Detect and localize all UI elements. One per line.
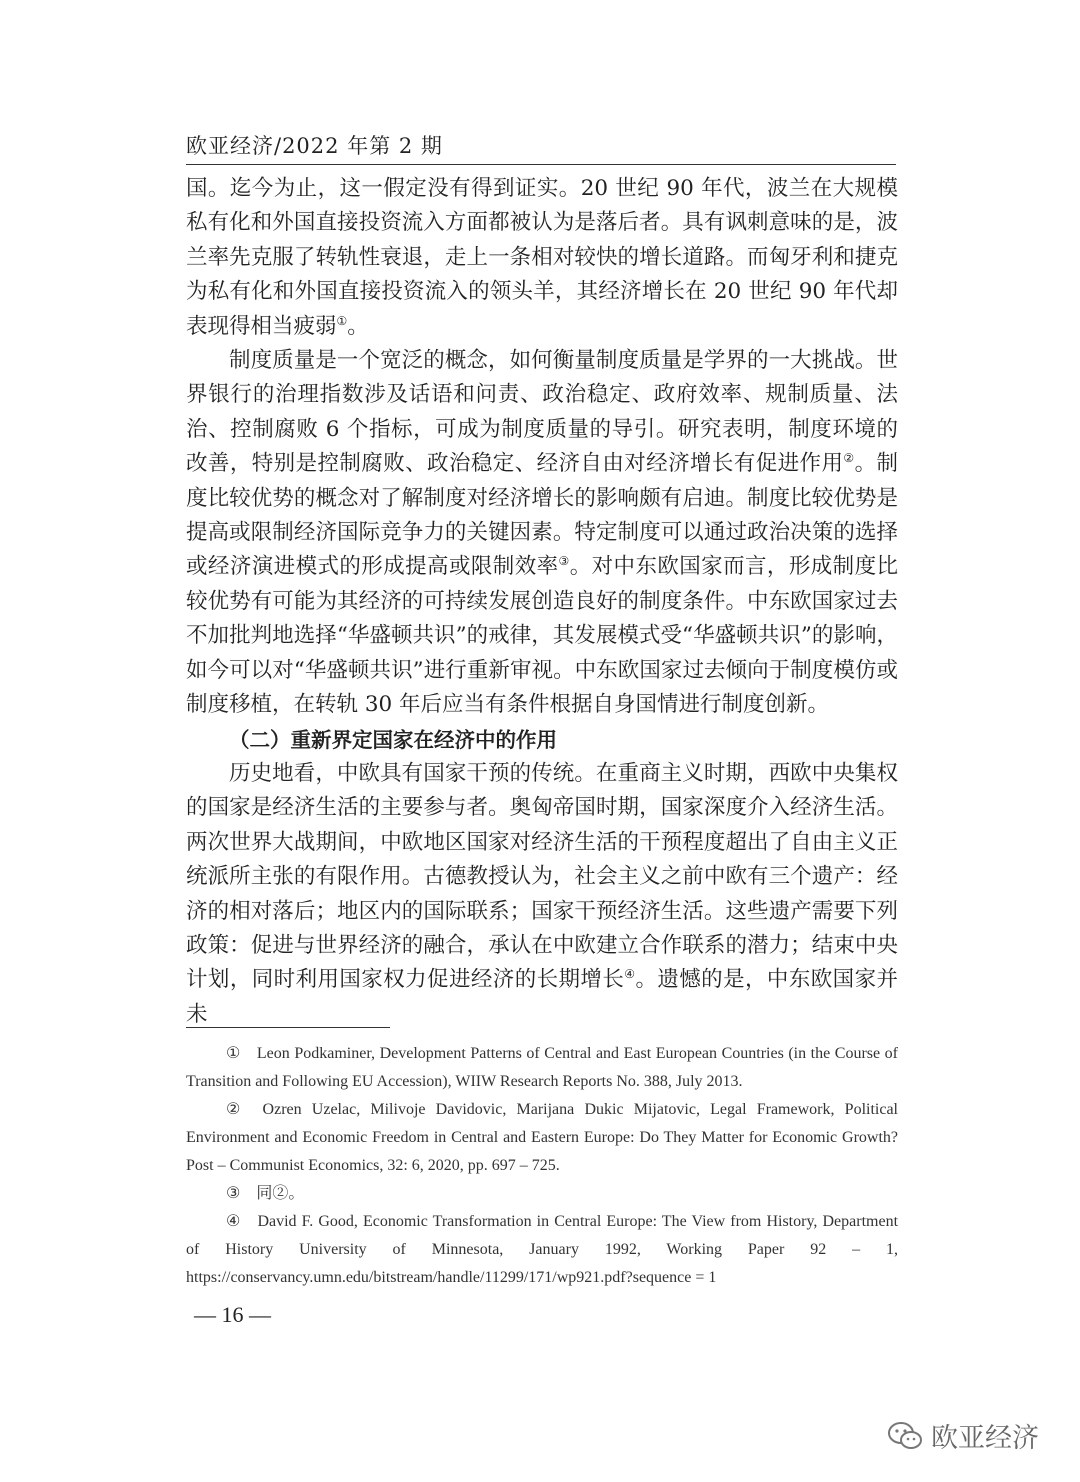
paragraph-3-part-b: 。遗憾的是，中东欧国家并未: [186, 967, 898, 1027]
footnote-4-text[interactable]: David F. Good, Economic Transformation in Central Europe: The View from History, Department of History University of Minnesota, January 1992, Working Paper 92 – 1, https://conservancy.umn.edu/bitstream/handle/11299/171/wp921.pdf?sequence = 1: [186, 1213, 899, 1286]
paragraph-1-tail: 。: [347, 313, 369, 339]
footnote-ref-1[interactable]: ①: [336, 313, 348, 328]
footnote-4: [186, 1208, 898, 1292]
paragraph-2-part-c: 。对中东欧国家而言，形成制度比较优势有可能为其经济的可持续发展创造良好的制度条件。中东欧国家过去不加批判地选择“华盛顿共识”的戒律，其发展模式受“华盛顿共识”的影响，如今可以对“华盛顿共识”进行重新审视。中东欧国家过去倾向于制度模仿或制度移植，在转轨 30 年后应当有条件根据自身国情进行制度创新。: [186, 554, 898, 718]
footnote-ref-2[interactable]: ②: [843, 451, 855, 466]
body-text: [186, 172, 898, 1032]
paragraph-2: [186, 344, 898, 722]
footnote-1: [186, 1040, 898, 1096]
watermark-text: 欧亚经济: [931, 1423, 1039, 1454]
footnote-3-text: 同②。: [256, 1185, 305, 1202]
footnote-2-mark: ②: [226, 1101, 247, 1118]
paragraph-2-part-b: 。制度比较优势的概念对了解制度对经济增长的影响颇有启迪。制度比较优势是提高或限制经济国际竞争力的关键因素。特定制度可以通过政治决策的选择或经济演进模式的形成提高或限制效率: [186, 451, 898, 580]
footnote-1-mark: ①: [226, 1045, 241, 1062]
header-rule: [186, 164, 896, 165]
paragraph-1: [186, 172, 898, 344]
footnote-2-text: Ozren Uzelac, Milivoje Davidovic, Marijana Dukic Mijatovic, Legal Framework, Political Environment and Economic Freedom in Central and Eastern Europe: Do They Matter for Economic Growth? Post – Communist Economics, 32: 6, 2020, pp. 697 – 725.: [186, 1101, 898, 1174]
footnote-ref-3[interactable]: ③: [558, 554, 570, 569]
running-header: 欧亚经济/2022 年第 2 期: [186, 134, 443, 158]
wechat-icon: [887, 1421, 923, 1451]
watermark: [887, 1416, 1039, 1455]
footnotes: [186, 1040, 898, 1292]
footnote-2: [186, 1096, 898, 1180]
section-heading: （二）重新界定国家在经济中的作用: [229, 727, 557, 752]
footnote-3: [186, 1180, 898, 1208]
paragraph-3: [186, 757, 898, 1032]
footnote-ref-4[interactable]: ④: [624, 967, 636, 982]
footnote-1-text: Leon Podkaminer, Development Patterns of Central and East European Countries (in the Course of Transition and Following EU Accession), WIIW Research Reports No. 388, July 2013.: [186, 1045, 898, 1090]
paragraph-2-part-a: 制度质量是一个宽泛的概念，如何衡量制度质量是学界的一大挑战。世界银行的治理指数涉及话语和问责、政治稳定、政府效率、规制质量、法治、控制腐败 6 个指标，可成为制度质量的导引。研究表明，制度环境的改善，特别是控制腐败、政治稳定、经济自由对经济增长有促进作用: [186, 348, 898, 477]
paragraph-3-part-a: 历史地看，中欧具有国家干预的传统。在重商主义时期，西欧中央集权的国家是经济生活的主要参与者。奥匈帝国时期，国家深度介入经济生活。两次世界大战期间，中欧地区国家对经济生活的干预程度超出了自由主义正统派所主张的有限作用。古德教授认为，社会主义之前中欧有三个遗产：经济的相对落后；地区内的国际联系；国家干预经济生活。这些遗产需要下列政策：促进与世界经济的融合，承认在中欧建立合作联系的潜力；结束中央计划，同时利用国家权力促进经济的长期增长: [186, 760, 898, 993]
footnote-rule: [186, 1027, 390, 1028]
footnote-3-mark: ③: [226, 1185, 241, 1202]
footnote-4-mark: ④: [226, 1213, 242, 1230]
page-number: — 16 —: [194, 1302, 271, 1327]
paragraph-1-text: 国。迄今为止，这一假定没有得到证实。20 世纪 90 年代，波兰在大规模私有化和外国直接投资流入方面都被认为是落后者。具有讽刺意味的是，波兰率先克服了转轨性衰退，走上一条相对较快的增长道路。而匈牙利和捷克为私有化和外国直接投资流入的领头羊，其经济增长在 20 世纪 90 年代却表现得相当疲弱: [186, 176, 898, 339]
